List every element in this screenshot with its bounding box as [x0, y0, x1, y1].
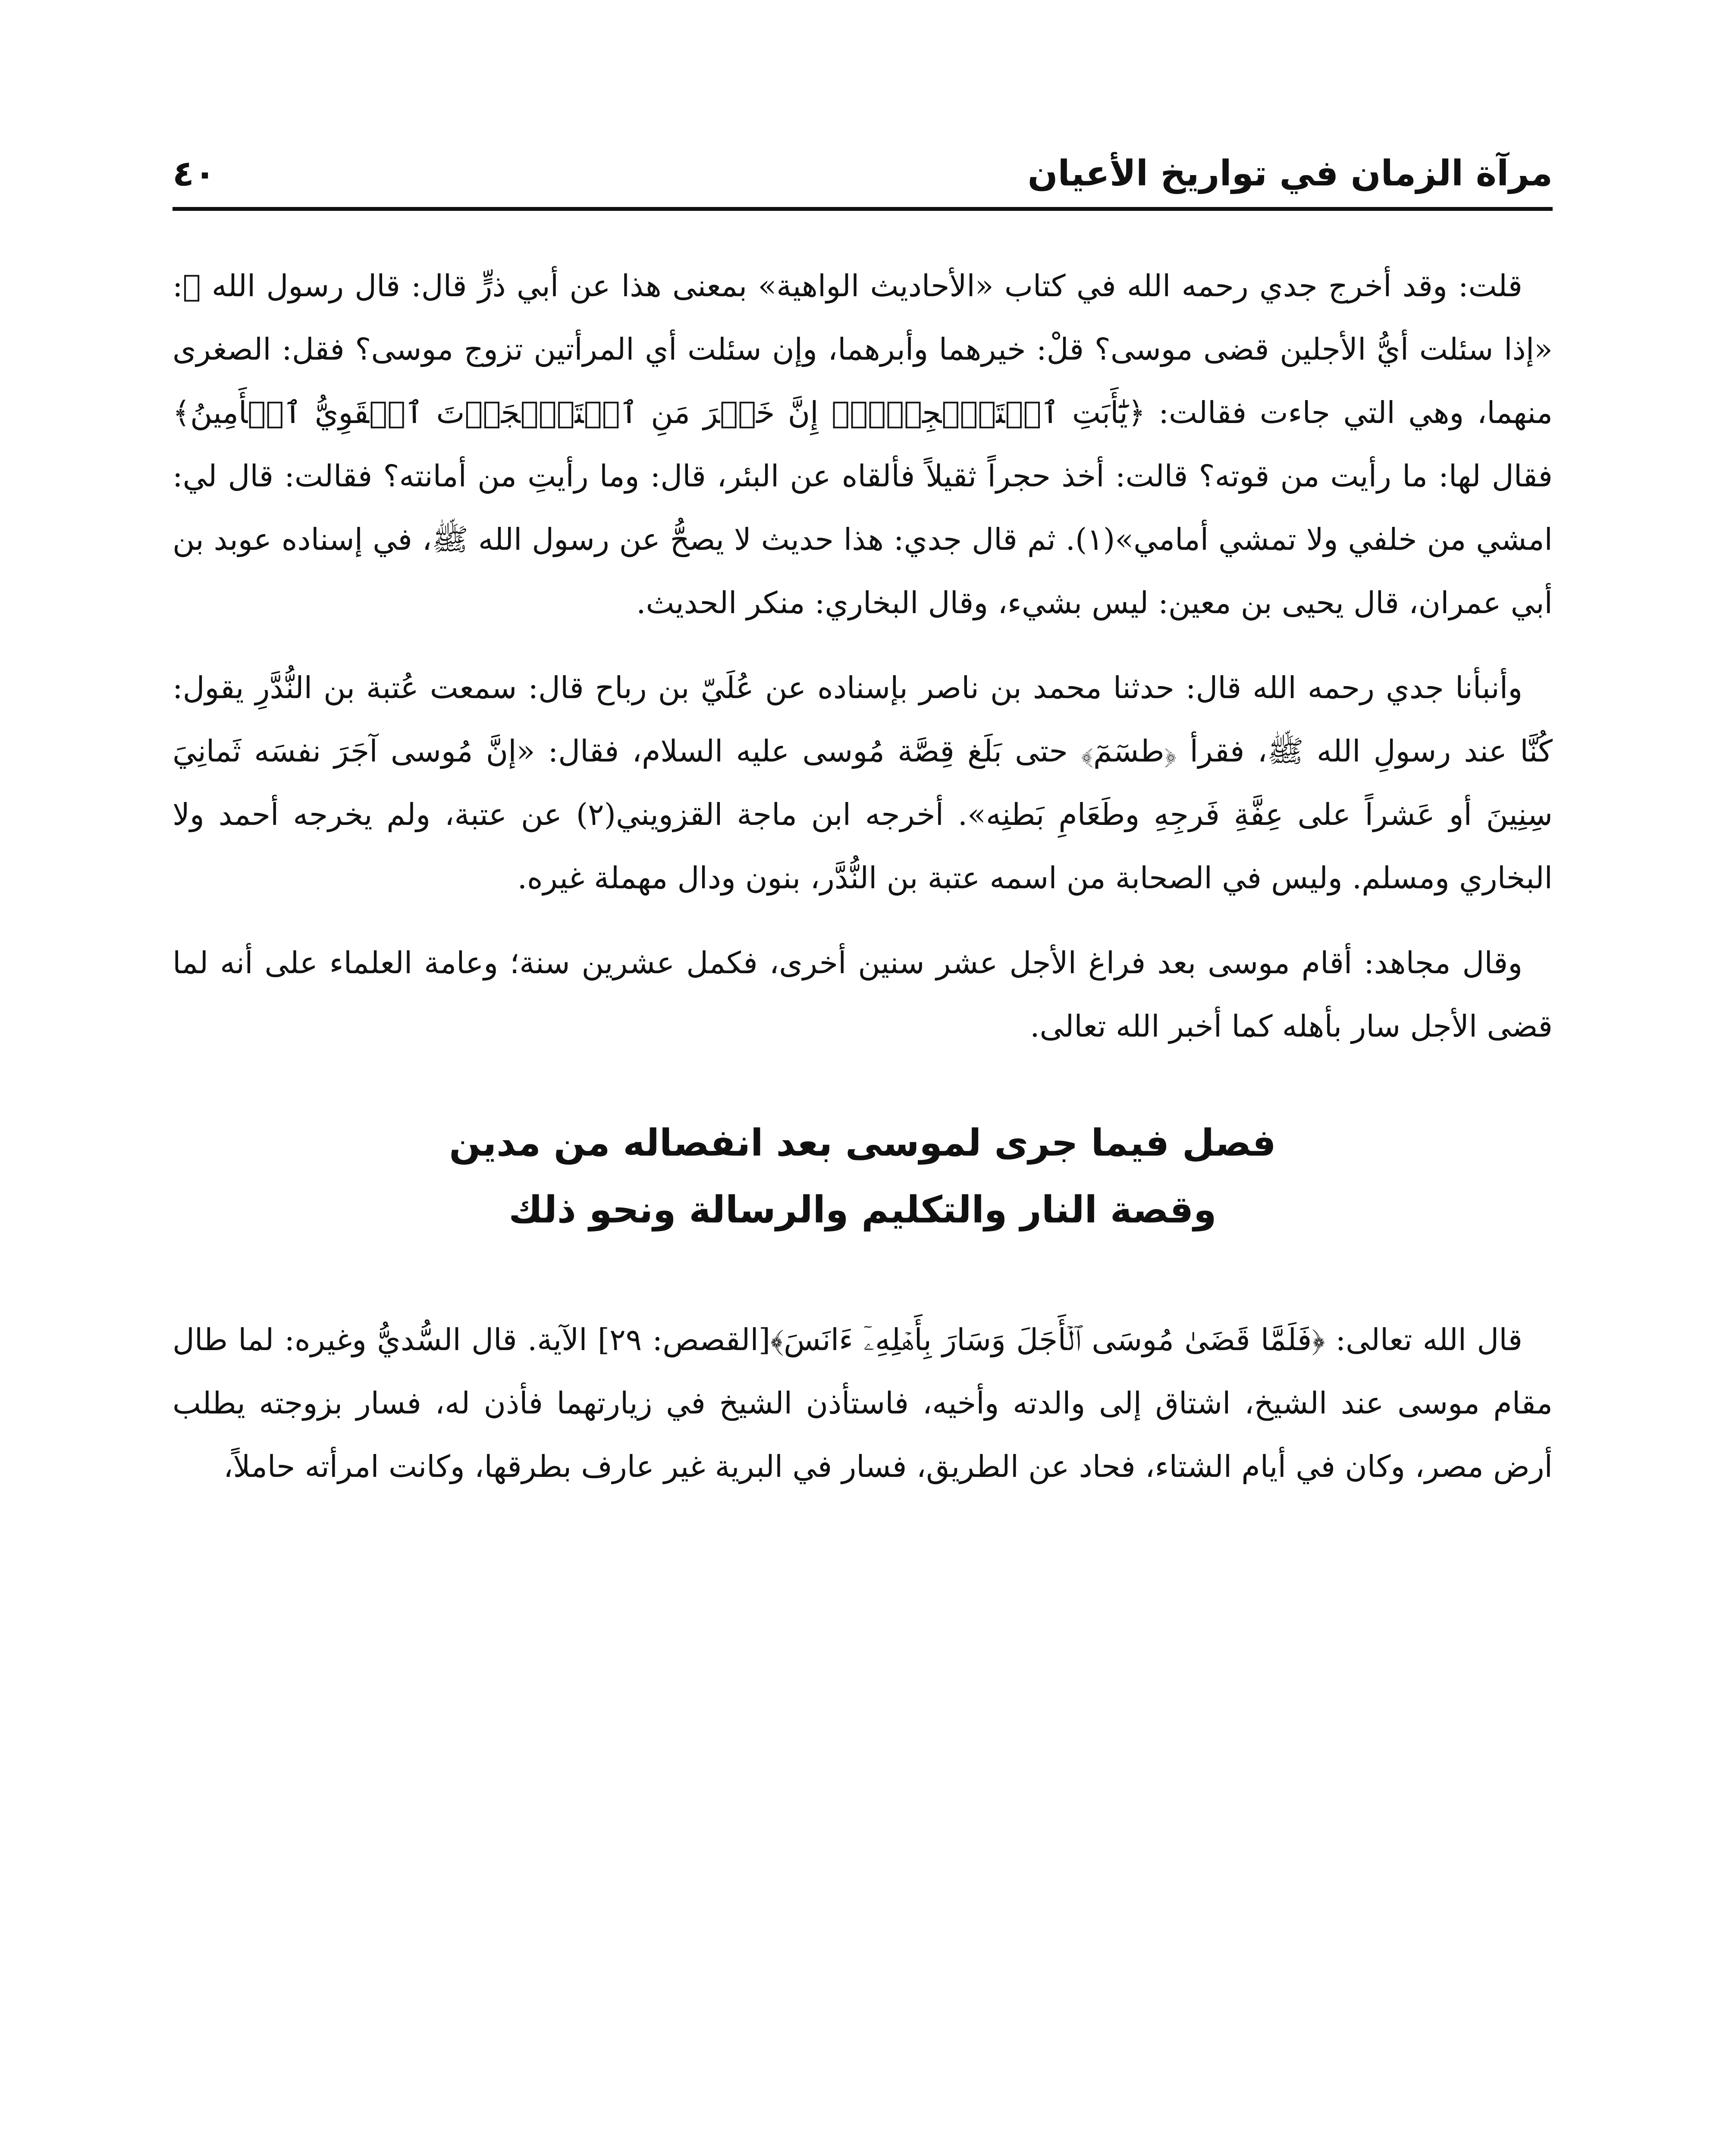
section-heading-line-2: وقصة النار والتكليم والرسالة ونحو ذلك: [508, 1188, 1217, 1232]
page-header: [173, 142, 1553, 211]
paragraph-mujahid: وقال مجاهد: أقام موسى بعد فراغ الأجل عشر سنين أخرى، فكمل عشرين سنة؛ وعامة العلماء على أنه لما قضى الأجل سار بأهله كما أخبر الله تعالى.: [173, 945, 1553, 1044]
section-heading-line-1: فصل فيما جرى لموسى بعد انفصاله من مدين: [449, 1122, 1276, 1165]
paragraph-section-opening: قال الله تعالى: ﴿فَلَمَّا قَضَىٰ مُوسَى ٱلۡأَجَلَ وَسَارَ بِأَهۡلِهِۦٓ ءَانَسَ﴾[القصص: ٢٩] الآية. قال السُّديُّ وغيره: لما طال مقام موسى عند الشيخ، اشتاق إلى والدته وأخيه، فاستأذن الشيخ في زيارتهما فأذن له، فسار بزوجته يطلب أرض مصر، وكان في أيام الشتاء، فحاد عن الطريق، فسار في البرية غير عارف بطرقها، وكانت امرأته حاملاً،: [173, 1322, 1553, 1484]
main-text: [173, 254, 1553, 1520]
paragraph-utba-hadith: وأنبأنا جدي رحمه الله قال: حدثنا محمد بن ناصر بإسناده عن عُلَيّ بن رباح قال: سمعت عُتبة بن النُّدَّرِ يقول: كُنَّا عند رسولِ الله ﷺ، فقرأ ﴿طسٓمٓ﴾ حتى بَلَغ قِصَّة مُوسى عليه السلام، فقال: «إنَّ مُوسى آجَرَ نفسَه ثَمانِيَ سِنِينَ أو عَشراً على عِفَّةِ فَرجِهِ وطَعَامِ بَطنِه». أخرجه ابن ماجة القزويني(٢) عن عتبة، ولم يخرجه أحمد ولا البخاري ومسلم. وليس في الصحابة من اسمه عتبة بن النُّدَّر، بنون ودال مهملة غيره.: [173, 670, 1553, 896]
page-number: ٤٠: [173, 153, 216, 194]
paragraph-abu-dharr-hadith: قلت: وقد أخرج جدي رحمه الله في كتاب «الأحاديث الواهية» بمعنى هذا عن أبي ذرٍّ قال: قال رسول الله ﷺ: «إذا سئلت أيُّ الأجلين قضى موسى؟ قلْ: خيرهما وأبرهما، وإن سئلت أي المرأتين تزوج موسى؟ فقل: الصغرى منهما، وهي التي جاءت فقالت: ﴿يَٰٓأَبَتِ ٱسۡتَـٔۡجِرۡهُۖ إِنَّ خَيۡرَ مَنِ ٱسۡتَـٔۡجَرۡتَ ٱلۡقَوِيُّ ٱلۡأَمِينُ﴾ فقال لها: ما رأيت من قوته؟ قالت: أخذ حجراً ثقيلاً فألقاه عن البئر، قال: وما رأيتِ من أمانته؟ فقالت: قال لي: امشي من خلفي ولا تمشي أمامي»(١). ثم قال جدي: هذا حديث لا يصحُّ عن رسول الله ﷺ، في إسناده عوبد بن أبي عمران، قال يحيى بن معين: ليس بشيء، وقال البخاري: منكر الحديث.: [173, 268, 1553, 620]
running-title: مرآة الزمان في تواريخ الأعيان: [1027, 153, 1553, 194]
section-heading: [173, 1110, 1553, 1244]
